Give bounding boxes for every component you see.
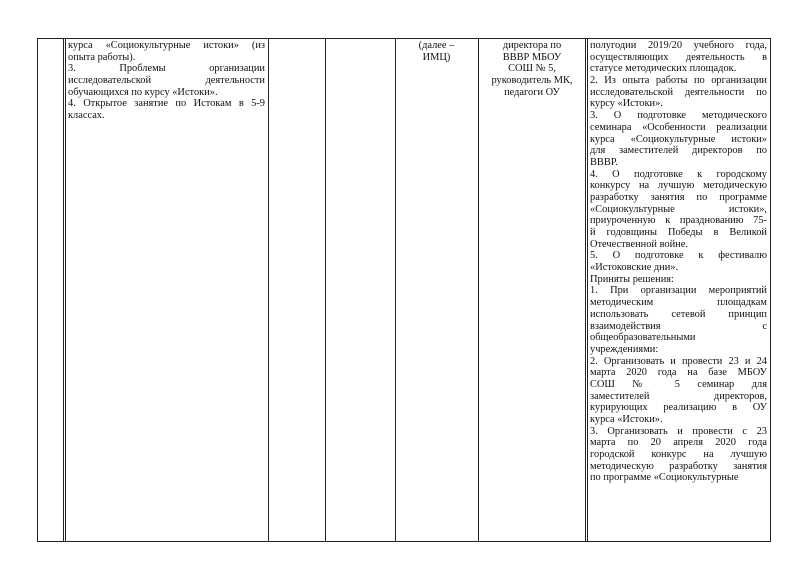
cell-result [590,40,767,484]
text-line: исследовательской деятельности по [590,86,767,98]
text-line: исследовательской деятельности [68,75,265,87]
text-line: курса «Социокультурные истоки» [590,133,767,145]
text-line: общеобразовательными [590,332,696,344]
text-line: руководитель МК, [491,75,573,87]
text-line: полугодии 2019/20 учебного года, [590,40,767,51]
text-line: 4. Открытое занятие по Истокам в 5-9 [68,98,265,110]
text-line: ИМЦ) [422,51,451,63]
text-line: приуроченную к празднованию 75- [590,215,767,227]
column-divider [63,38,64,541]
column-divider [395,38,396,541]
text-line: обучающихся по курсу «Истоки». [68,86,218,98]
text-line: курса «Социокультурные истоки» (из [68,40,265,51]
text-line: использовать сетевой принцип [590,308,767,320]
text-line: осуществляющих деятельность в [590,51,767,63]
cell-place [398,40,475,63]
text-line: городской конкурс на лучшую [590,449,767,461]
text-line: (далее – [418,40,455,51]
cell-topic [68,40,265,122]
text-line: конкурсу на лучшую методическую [590,180,767,192]
text-line: взаимодействия с [590,320,767,332]
text-line: методическим площадкам [590,297,767,309]
text-line: семинара «Особенности реализации [590,121,767,133]
text-line: учреждениями: [590,343,659,355]
column-divider [65,38,66,541]
cell-participants [480,40,584,98]
column-divider [478,38,479,541]
text-line: Приняты решения: [590,273,674,285]
column-divider [268,38,269,541]
text-line: ВВВР МБОУ [502,51,562,63]
text-line: й годовщины Победы в Великой [590,227,767,238]
text-line: СОШ № 5 семинар для [590,378,767,390]
column-divider [587,38,588,541]
text-line: 3. О подготовке методического [590,110,767,122]
text-line: ВВВР. [590,156,618,168]
text-line: по программе «Социокультурные [590,472,739,484]
text-line: 1. При организации мероприятий [590,285,767,297]
text-line: курсу «Истоки». [590,98,663,110]
text-line: «Истоковские дни». [590,262,679,274]
text-line: Отечественной войне. [590,238,688,250]
text-line: курса «Истоки». [590,414,663,425]
text-line: опыта работы). [68,51,136,63]
text-line: разработку занятия по программе [590,191,767,203]
column-divider [37,38,38,541]
text-line: 2. Из опыта работы по организации [590,75,767,87]
column-divider [770,38,771,541]
text-line: курирующих реализацию в ОУ [590,402,767,414]
text-line: статусе методических площадок. [590,63,737,75]
text-line: заместителей директоров, [590,390,767,402]
column-divider [325,38,326,541]
text-line: 2. Организовать и провести 23 и 24 [590,355,767,367]
text-line: марта 2020 года на базе МБОУ [590,367,767,379]
text-line: марта по 20 апреля 2020 года [590,437,767,449]
text-line: директора по [502,40,562,51]
text-line: для заместителей директоров по [590,145,767,157]
text-line: 3. Проблемы организации [68,63,265,75]
text-line: 3. Организовать и провести с 23 [590,425,767,437]
table-bottom-border [37,541,771,542]
text-line: 5. О подготовке к фестивалю [590,250,767,262]
text-line: СОШ № 5, [508,63,556,75]
text-line: методическую разработку занятия [590,460,767,472]
text-line: «Социокультурные истоки», [590,203,767,215]
text-line: 4. О подготовке к городскому [590,168,767,180]
text-line: классах. [68,110,105,122]
table-top-border [37,38,771,39]
column-divider [585,38,586,541]
text-line: педагоги ОУ [504,86,560,98]
